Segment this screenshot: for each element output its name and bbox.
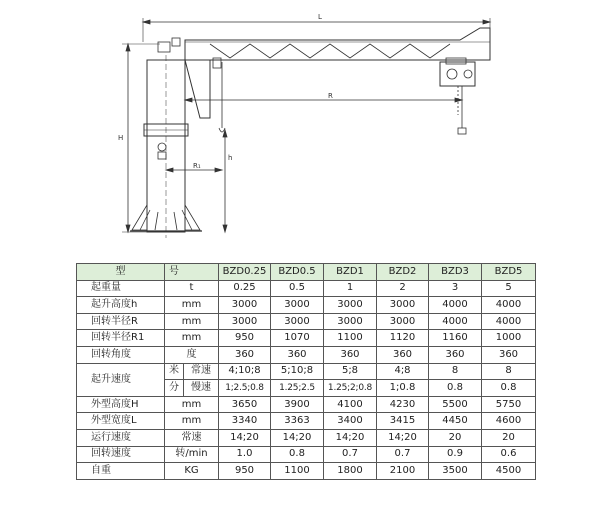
- value-cell: 4100: [324, 396, 377, 413]
- label-R: R: [328, 92, 333, 100]
- value-cell: 4000: [429, 313, 482, 330]
- value-cell: 0.7: [324, 446, 377, 463]
- value-cell: 1120: [377, 330, 429, 347]
- value-cell: 1;0.8: [377, 380, 429, 397]
- param-label: 自重: [77, 463, 165, 480]
- sub-label: 常速: [184, 363, 219, 380]
- value-cell: 3415: [377, 413, 429, 430]
- value-cell: 1.25;2;0.8: [324, 380, 377, 397]
- value-cell: 3400: [324, 413, 377, 430]
- value-cell: 5;8: [324, 363, 377, 380]
- unit-cell: mm: [165, 396, 219, 413]
- param-label: 回转速度: [77, 446, 165, 463]
- header-row: [77, 264, 536, 281]
- model-header: BZD3: [429, 264, 482, 281]
- label-R1: R₁: [193, 162, 201, 170]
- value-cell: 1800: [324, 463, 377, 480]
- boom-brace: [185, 60, 210, 118]
- value-cell: 3000: [271, 297, 324, 314]
- value-cell: 3000: [377, 297, 429, 314]
- value-cell: 0.8: [482, 380, 536, 397]
- model-header: BZD2: [377, 264, 429, 281]
- label-H: H: [118, 134, 124, 142]
- value-cell: 4000: [482, 297, 536, 314]
- value-cell: 5500: [429, 396, 482, 413]
- unit-cell: 常速: [165, 429, 219, 446]
- param-label: 回转角度: [77, 346, 165, 363]
- value-cell: 0.7: [377, 446, 429, 463]
- value-cell: 360: [271, 346, 324, 363]
- label-L: L: [318, 13, 322, 21]
- label-h: h: [228, 154, 233, 162]
- param-label: 外型宽度L: [77, 413, 165, 430]
- model-header: BZD1: [324, 264, 377, 281]
- value-cell: 1: [324, 280, 377, 297]
- unit-cell: t: [165, 280, 219, 297]
- electric-hoist: [440, 62, 475, 86]
- value-cell: 4;10;8: [219, 363, 271, 380]
- unit-cell: mm: [165, 330, 219, 347]
- value-cell: 3650: [219, 396, 271, 413]
- value-cell: 3000: [377, 313, 429, 330]
- value-cell: 3500: [429, 463, 482, 480]
- value-cell: 3340: [219, 413, 271, 430]
- unit-cell: 度: [165, 346, 219, 363]
- value-cell: 4600: [482, 413, 536, 430]
- model-header: BZD0.25: [219, 264, 271, 281]
- value-cell: 14;20: [377, 429, 429, 446]
- param-label: 起重量: [77, 280, 165, 297]
- value-cell: 4000: [429, 297, 482, 314]
- value-cell: 0.8: [271, 446, 324, 463]
- value-cell: 950: [219, 463, 271, 480]
- value-cell: 4450: [429, 413, 482, 430]
- value-cell: 360: [219, 346, 271, 363]
- header-label-b: 号: [165, 264, 219, 281]
- value-cell: 0.6: [482, 446, 536, 463]
- unit-cell: 转/min: [165, 446, 219, 463]
- value-cell: 0.25: [219, 280, 271, 297]
- value-cell: 3900: [271, 396, 324, 413]
- row-outer-height: [77, 396, 536, 413]
- value-cell: 0.9: [429, 446, 482, 463]
- value-cell: 14;20: [271, 429, 324, 446]
- param-label: 回转半径R1: [77, 330, 165, 347]
- unit-cell: mm: [165, 297, 219, 314]
- row-travel-speed: [77, 429, 536, 446]
- value-cell: 1000: [482, 330, 536, 347]
- value-cell: 2100: [377, 463, 429, 480]
- unit-cell: mm: [165, 313, 219, 330]
- value-cell: 1;2.5;0.8: [219, 380, 271, 397]
- unit-cell: 分: [165, 380, 184, 397]
- row-weight: [77, 463, 536, 480]
- value-cell: 0.5: [271, 280, 324, 297]
- value-cell: 1.0: [219, 446, 271, 463]
- model-header: BZD0.5: [271, 264, 324, 281]
- value-cell: 8: [482, 363, 536, 380]
- param-label: 运行速度: [77, 429, 165, 446]
- value-cell: 3000: [324, 297, 377, 314]
- value-cell: 8: [429, 363, 482, 380]
- row-radius-r: [77, 313, 536, 330]
- value-cell: 14;20: [219, 429, 271, 446]
- value-cell: 4;8: [377, 363, 429, 380]
- value-cell: 3363: [271, 413, 324, 430]
- value-cell: 3000: [324, 313, 377, 330]
- value-cell: 5750: [482, 396, 536, 413]
- value-cell: 1070: [271, 330, 324, 347]
- model-header: BZD5: [482, 264, 536, 281]
- param-label: 起升速度: [77, 363, 165, 396]
- value-cell: 4000: [482, 313, 536, 330]
- value-cell: 360: [482, 346, 536, 363]
- value-cell: 1.25;2.5: [271, 380, 324, 397]
- row-outer-width: [77, 413, 536, 430]
- value-cell: 950: [219, 330, 271, 347]
- value-cell: 1100: [271, 463, 324, 480]
- param-label: 回转半径R: [77, 313, 165, 330]
- value-cell: 5;10;8: [271, 363, 324, 380]
- row-lift-height: [77, 297, 536, 314]
- value-cell: 3000: [271, 313, 324, 330]
- unit-cell: KG: [165, 463, 219, 480]
- value-cell: 14;20: [324, 429, 377, 446]
- value-cell: 20: [429, 429, 482, 446]
- param-label: 外型高度H: [77, 396, 165, 413]
- spec-table: [76, 263, 536, 480]
- row-slew-speed: [77, 446, 536, 463]
- row-lift-speed-normal: [77, 363, 536, 380]
- value-cell: 360: [324, 346, 377, 363]
- row-radius-r1: [77, 330, 536, 347]
- row-load: [77, 280, 536, 297]
- value-cell: 3000: [219, 297, 271, 314]
- value-cell: 1160: [429, 330, 482, 347]
- boom-truss: [210, 44, 450, 58]
- value-cell: 5: [482, 280, 536, 297]
- value-cell: 2: [377, 280, 429, 297]
- unit-cell: 米: [165, 363, 184, 380]
- value-cell: 360: [377, 346, 429, 363]
- param-label: 起升高度h: [77, 297, 165, 314]
- header-label-a: 型: [77, 264, 165, 281]
- value-cell: 20: [482, 429, 536, 446]
- value-cell: 4230: [377, 396, 429, 413]
- value-cell: 4500: [482, 463, 536, 480]
- value-cell: 3000: [219, 313, 271, 330]
- sub-label: 慢速: [184, 380, 219, 397]
- value-cell: 360: [429, 346, 482, 363]
- value-cell: 3: [429, 280, 482, 297]
- row-slew-angle: [77, 346, 536, 363]
- boom: [185, 28, 490, 60]
- value-cell: 1100: [324, 330, 377, 347]
- value-cell: 0.8: [429, 380, 482, 397]
- unit-cell: mm: [165, 413, 219, 430]
